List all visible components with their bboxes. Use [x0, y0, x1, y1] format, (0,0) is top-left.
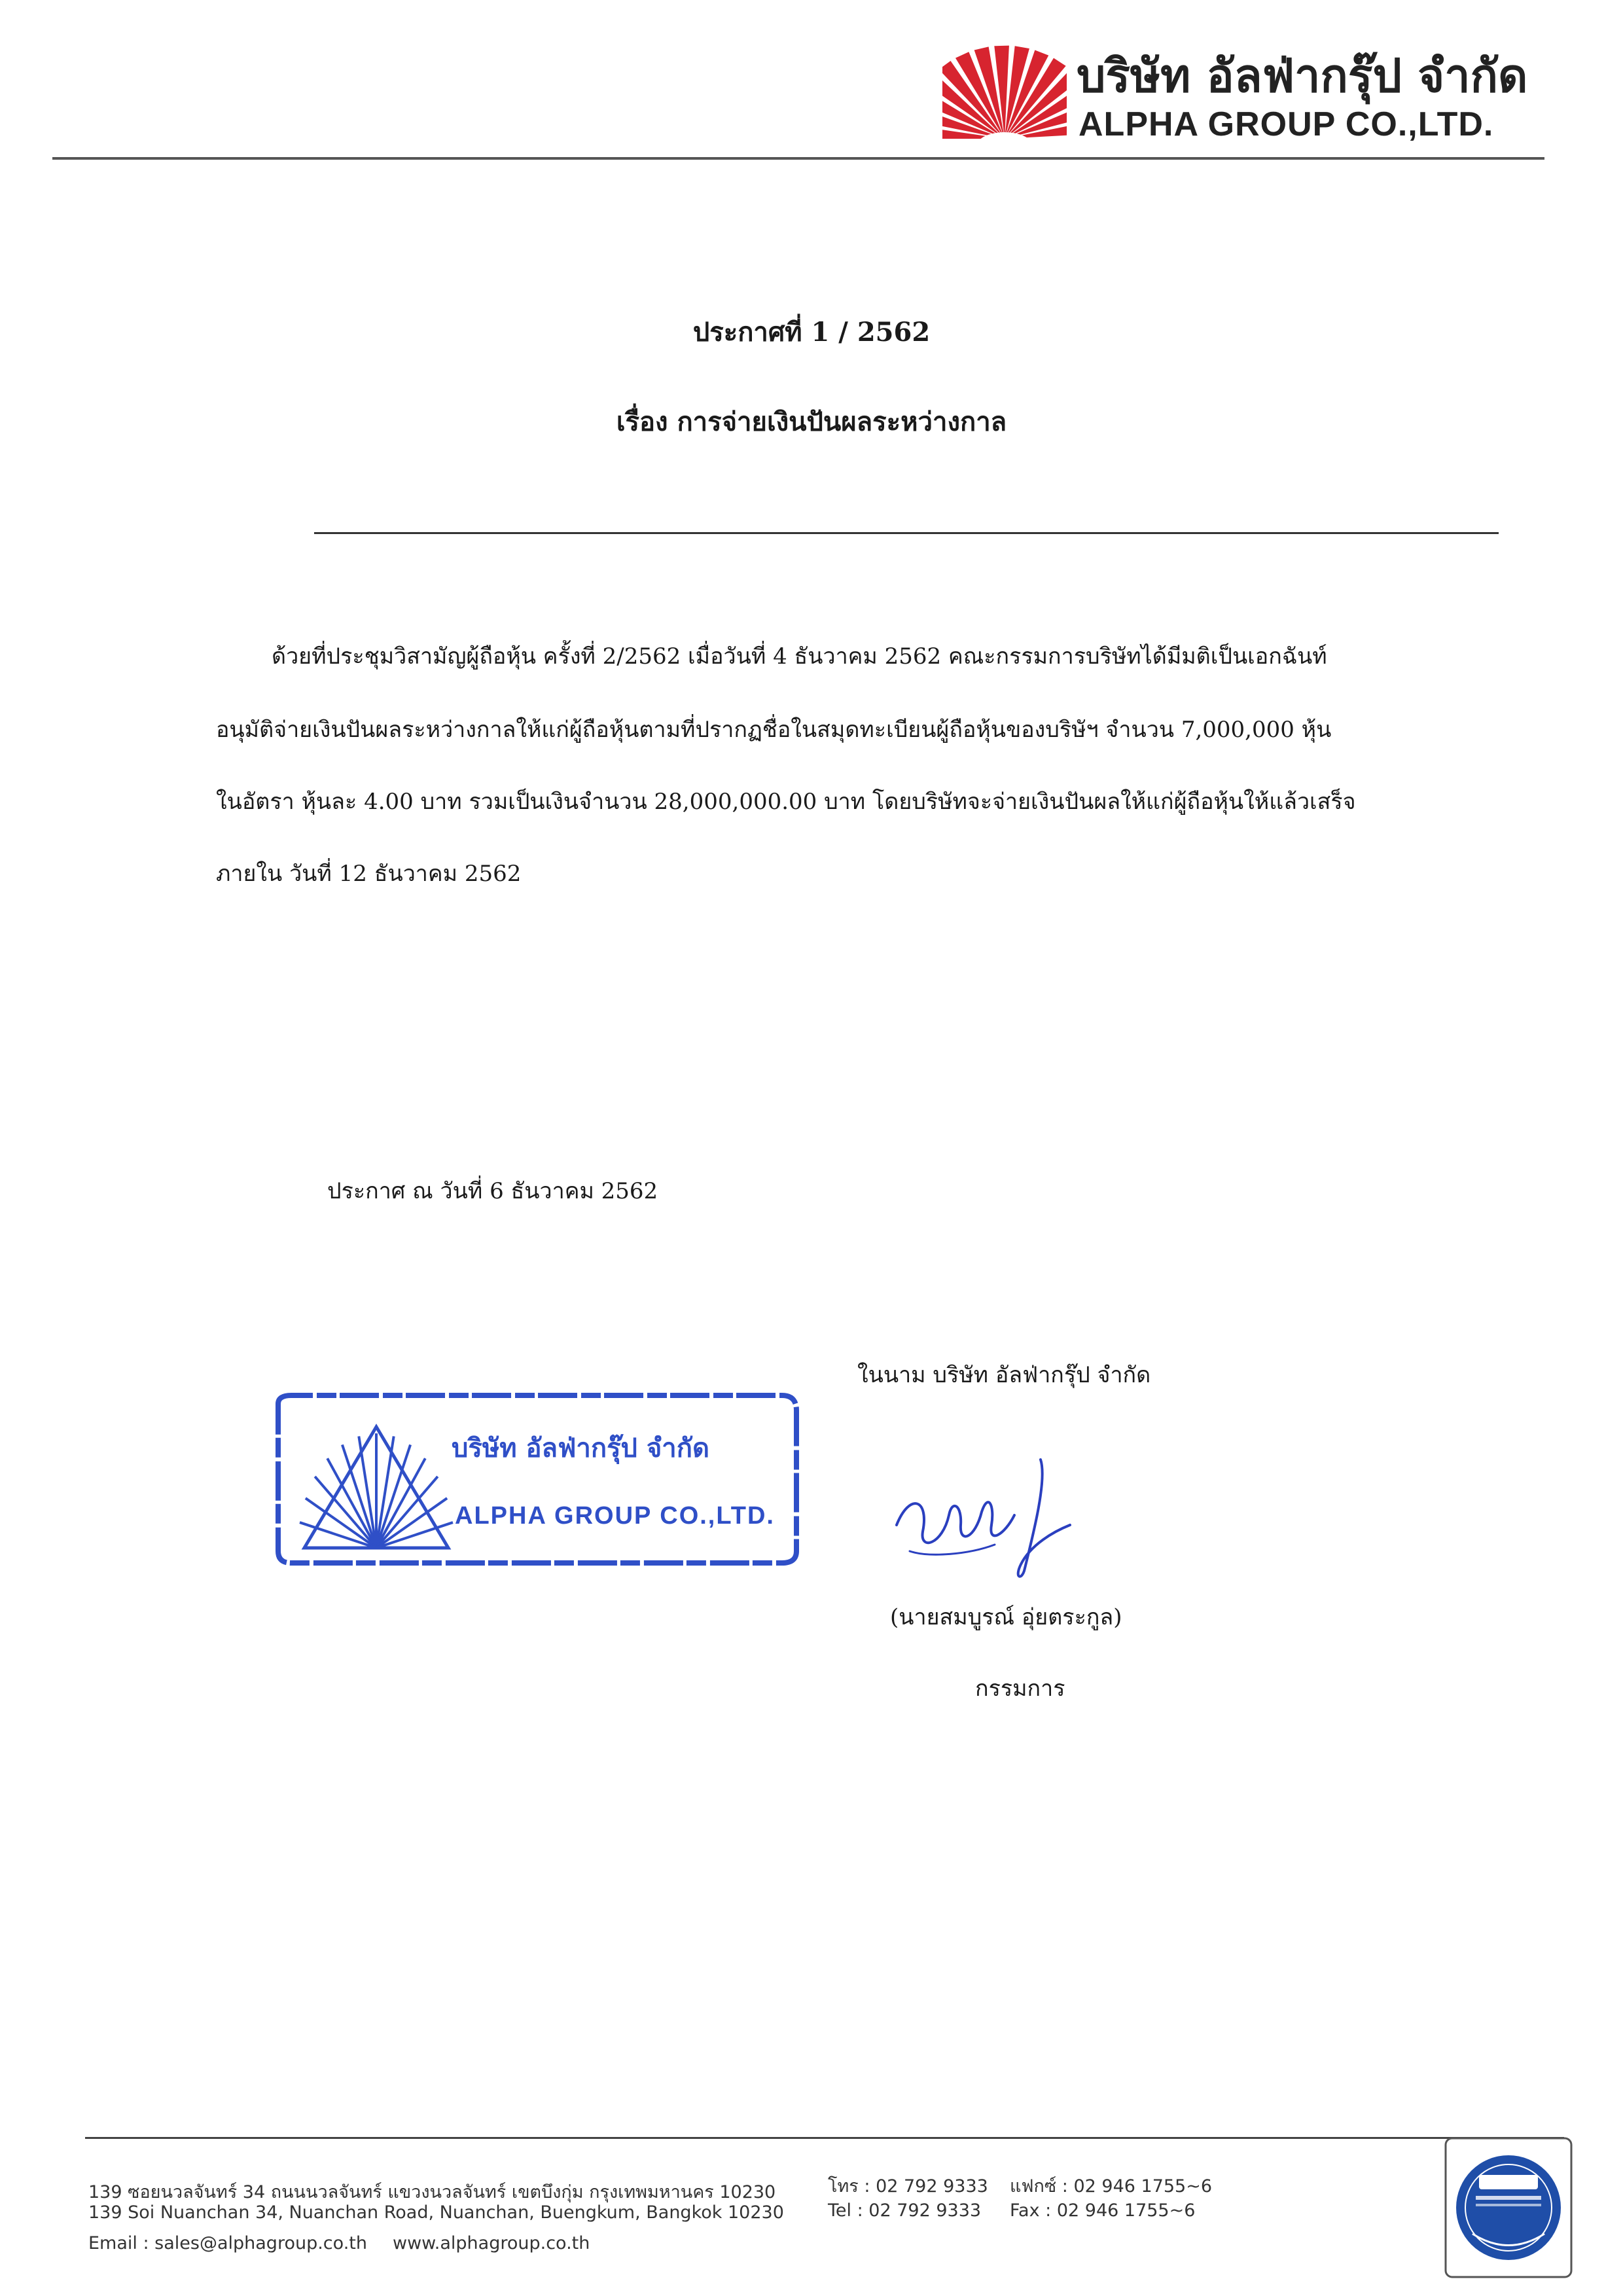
announcement-date: ประกาศ ณ วันที่ 6 ธันวาคม 2562: [327, 1178, 658, 1204]
signer-name: (นายสมบูรณ์ อุ่ยตระกูล): [890, 1604, 1122, 1630]
announcement-title: ประกาศที่ 1 / 2562: [692, 317, 931, 348]
signer-title: กรรมการ: [975, 1676, 1065, 1702]
announcement-subject: เรื่อง การจ่ายเงินปันผลระหว่างกาล: [616, 406, 1007, 437]
body-line-2: อนุมัติจ่ายเงินปันผลระหว่างกาลให้แก่ผู้ถือหุ้นตามที่ปรากฏชื่อในสมุดทะเบียนผู้ถือหุ้นของบริษัฯ จำนวน 7,000,000 หุ้น: [216, 717, 1332, 743]
footer-address-thai: 139 ซอยนวลจันทร์ 34 ถนนนวลจันทร์ แขวงนวลจันทร์ เขตบึงกุ่ม กรุงเทพมหานคร 10230: [88, 2182, 776, 2202]
body-line-4: ภายใน วันที่ 12 ธันวาคม 2562: [216, 861, 522, 887]
footer-divider: [85, 2137, 1564, 2139]
footer-fax-thai: แฟกซ์ : 02 946 1755~6: [1010, 2176, 1213, 2197]
title-divider: [314, 532, 1499, 534]
footer-tel-english: Tel : 02 792 9333: [828, 2200, 982, 2221]
company-name-thai: บริษัท อัลฟ่ากรุ๊ป จำกัด: [1077, 49, 1528, 103]
footer-fax-english: Fax : 02 946 1755~6: [1010, 2200, 1196, 2221]
header-divider: [52, 157, 1544, 160]
company-stamp: [265, 1388, 808, 1571]
handwritten-signature: [890, 1453, 1086, 1584]
company-logo-icon: [942, 34, 1067, 145]
footer-tel-thai: โทร : 02 792 9333: [828, 2176, 988, 2197]
footer-website-link[interactable]: www.alphagroup.co.th: [393, 2233, 590, 2253]
stamp-text-thai: บริษัท อัลฟ่ากรุ๊ป จำกัด: [452, 1433, 709, 1463]
body-line-3: ในอัตรา หุ้นละ 4.00 บาท รวมเป็นเงินจำนวน 28,000,000.00 บาท โดยบริษัทจะจ่ายเงินปันผลให้แก่ผู้ถือหุ้นให้แล้วเสร็จ: [216, 789, 1356, 815]
iso-certification-badge-icon: [1443, 2136, 1574, 2280]
company-name-english: ALPHA GROUP CO.,LTD.: [1079, 105, 1494, 143]
stamp-text-english: ALPHA GROUP CO.,LTD.: [455, 1502, 775, 1530]
on-behalf-of: ในนาม บริษัท อัลฟ่ากรุ๊ป จำกัด: [857, 1362, 1151, 1388]
body-line-1: ด้วยที่ประชุมวิสามัญผู้ถือหุ้น ครั้งที่ 2/2562 เมื่อวันที่ 4 ธันวาคม 2562 คณะกรรมการบริษัทได้มีมติเป็นเอกฉันท์: [272, 643, 1327, 670]
footer-email[interactable]: Email : sales@alphagroup.co.th: [88, 2233, 367, 2253]
footer-address-english: 139 Soi Nuanchan 34, Nuanchan Road, Nuanchan, Buengkum, Bangkok 10230: [88, 2202, 784, 2223]
